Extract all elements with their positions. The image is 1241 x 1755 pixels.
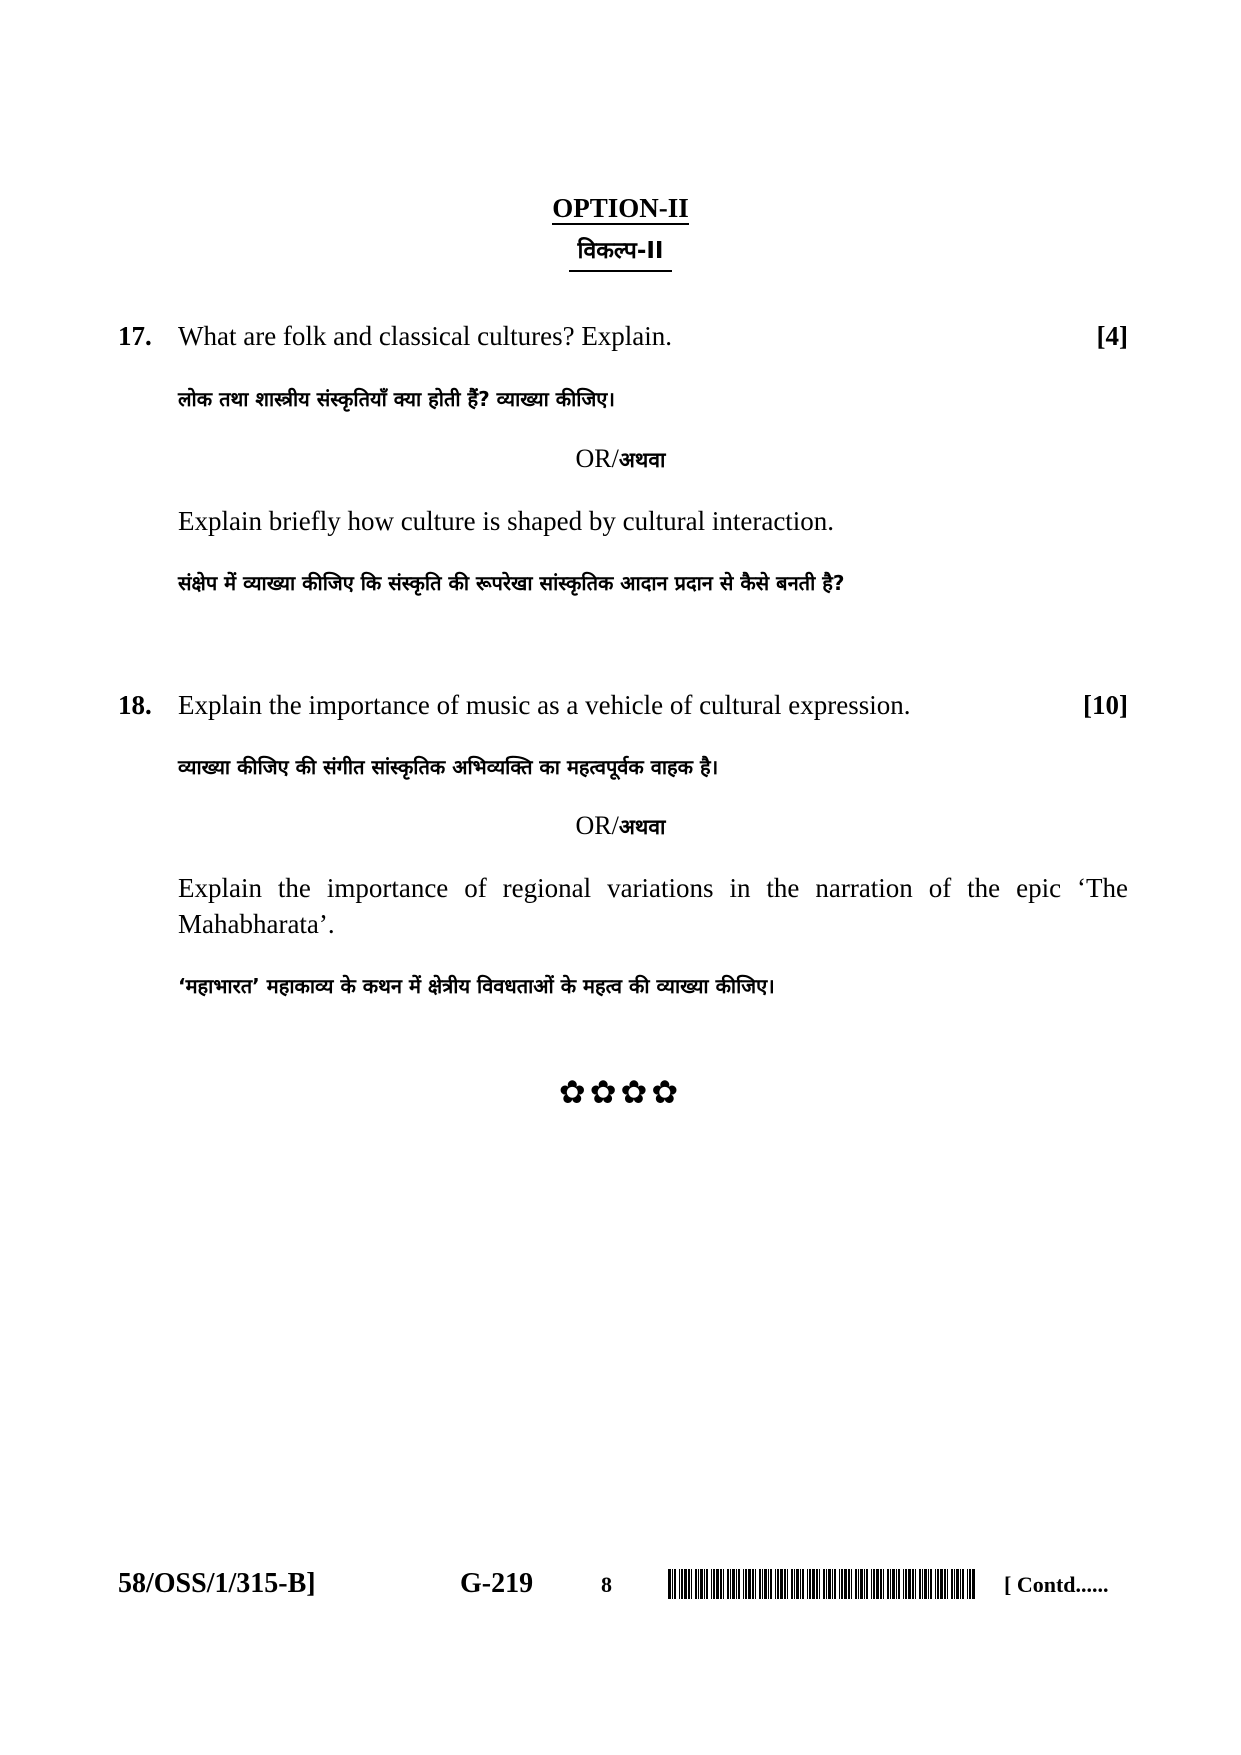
question-17-text: What are folk and classical cultures? Explain. <box>178 321 673 351</box>
question-18-text: Explain the importance of music as a vehicle of cultural expression. <box>178 690 911 720</box>
question-17-hindi: लोक तथा शास्त्रीय संस्कृतियाँ क्या होती हैं? व्याख्या कीजिए। <box>178 387 615 411</box>
question-18-alt-text: Explain the importance of regional variations in the narration of the epic ‘The Mahabharata’. <box>178 873 1128 939</box>
footer-series: G-219 <box>460 1568 534 1599</box>
footer-contd: [ Contd...... <box>1004 1572 1109 1597</box>
or-label-en: OR/ <box>575 811 619 840</box>
option-heading-en: OPTION-II <box>552 193 689 223</box>
question-17-marks: [4] <box>1096 321 1128 351</box>
question-17-number: 17. <box>118 321 152 351</box>
option-heading-hindi-block <box>0 234 1241 268</box>
or-label-en: OR/ <box>575 444 619 473</box>
question-18-alt-hindi: ‘महाभारत’ महाकाव्य के कथन में क्षेत्रीय विवधताओं के महत्व की व्याख्या कीजिए। <box>178 974 775 998</box>
question-18-or <box>0 808 1241 845</box>
end-of-paper-mark: ✿✿✿✿ <box>558 1073 683 1111</box>
or-label-hi: अथवा <box>618 448 666 472</box>
question-17-alt-hindi: संक्षेप में व्याख्या कीजिए कि संस्कृति की रूपरेखा सांस्कृतिक आदान प्रदान से कैसे बनती है? <box>178 571 845 595</box>
footer-paper-code: 58/OSS/1/315-B] <box>118 1568 316 1599</box>
barcode-icon <box>668 1569 976 1599</box>
option-heading-hi: विकल्प-II <box>569 238 671 272</box>
question-17-alt-text: Explain briefly how culture is shaped by cultural interaction. <box>178 506 835 536</box>
option-heading <box>0 190 1241 226</box>
question-18-number: 18. <box>118 690 152 720</box>
footer-page-number: 8 <box>601 1572 612 1597</box>
question-18-hindi: व्याख्या कीजिए की संगीत सांस्कृतिक अभिव्यक्ति का महत्वपूर्वक वाहक है। <box>178 755 719 779</box>
or-label-hi: अथवा <box>618 815 666 839</box>
question-17-or <box>0 441 1241 478</box>
question-18-marks: [10] <box>1083 690 1128 720</box>
